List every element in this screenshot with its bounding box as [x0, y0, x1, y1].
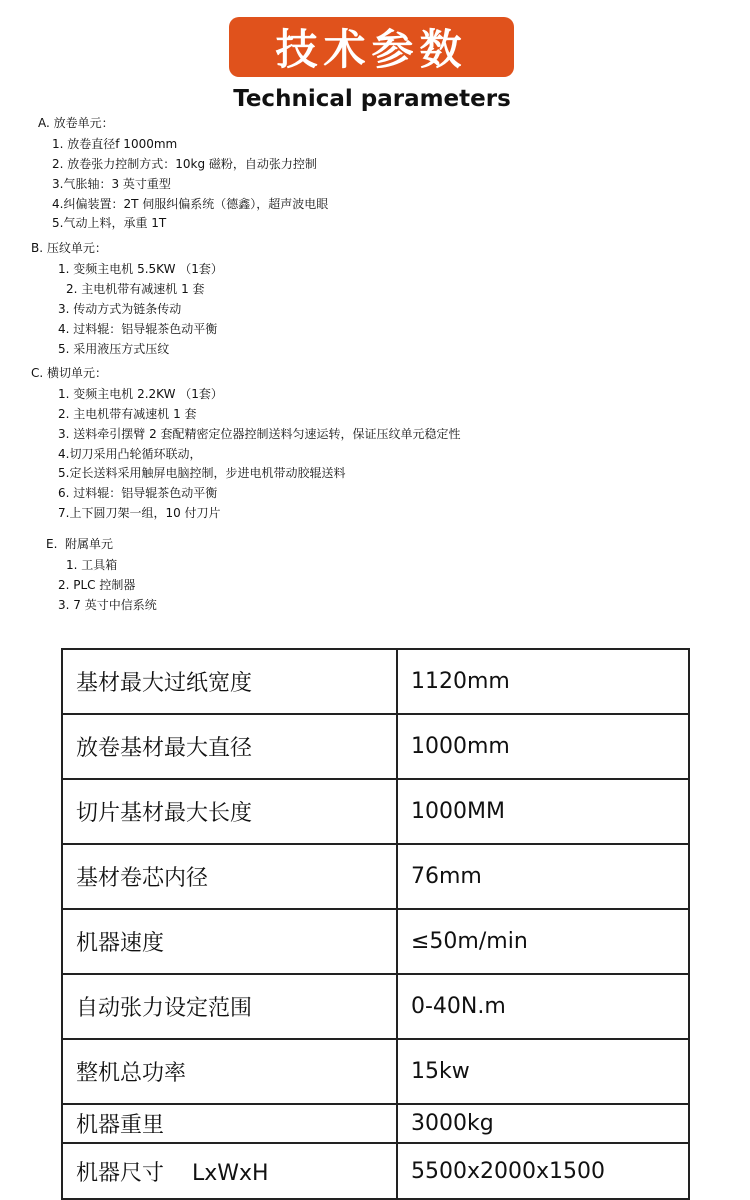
- section-c-item: 2. 主电机带有减速机 1 套: [58, 407, 197, 421]
- section-e-heading: E. 附属单元: [46, 537, 114, 551]
- section-c-item: 3. 送料牵引摆臂 2 套配精密定位器控制送料匀速运转，保证压纹单元稳定性: [58, 427, 461, 441]
- table-row: [62, 909, 689, 974]
- param-value: 3000kg: [397, 1104, 689, 1143]
- param-label: 整机总功率: [62, 1039, 397, 1104]
- param-value: 1000MM: [397, 779, 689, 844]
- param-label: 基材卷芯内径: [62, 844, 397, 909]
- param-value: 0-40N.m: [397, 974, 689, 1039]
- param-label: 机器速度: [62, 909, 397, 974]
- section-c-item: 1. 变频主电机 2.2KW （1套）: [58, 387, 223, 401]
- section-b-item: 4. 过料辊：铝导辊茶色动平衡: [58, 322, 218, 336]
- param-label: 基材最大过纸宽度: [62, 649, 397, 714]
- param-label: 自动张力设定范围: [62, 974, 397, 1039]
- table-row: [62, 1039, 689, 1104]
- section-c-item: 6. 过料辊：铝导辊茶色动平衡: [58, 486, 218, 500]
- page-title-en: Technical parameters: [233, 86, 511, 112]
- table-row: [62, 779, 689, 844]
- param-label: 机器重里: [62, 1104, 397, 1143]
- section-a-item: 4.纠偏装置：2T 伺服纠偏系统（德鑫），超声波电眼: [52, 197, 329, 211]
- section-e-item: 1. 工具箱: [66, 558, 118, 572]
- section-c-heading: C. 横切单元：: [31, 366, 108, 380]
- section-b-item: 3. 传动方式为链条传动: [58, 302, 182, 316]
- title-banner: [229, 17, 514, 77]
- table-row: [62, 1104, 689, 1143]
- section-c-item: 7.上下圆刀架一组，10 付刀片: [58, 506, 221, 520]
- section-a-item: 3.气胀轴：3 英寸重型: [52, 177, 171, 191]
- param-label: 机器尺寸 LxWxH: [62, 1143, 397, 1199]
- section-c-item: 4.切刀采用凸轮循环联动，: [58, 447, 202, 461]
- page-title-cn: 技术参数: [275, 25, 468, 74]
- table-row: [62, 844, 689, 909]
- table-row: [62, 1143, 689, 1199]
- param-label: 切片基材最大长度: [62, 779, 397, 844]
- param-label: 放卷基材最大直径: [62, 714, 397, 779]
- section-b-item: 5. 采用液压方式压纹: [58, 342, 170, 356]
- section-b-item: 2. 主电机带有减速机 1 套: [66, 282, 205, 296]
- section-a-item: 5.气动上料，承重 1T: [52, 216, 167, 230]
- section-e-item: 3. 7 英寸中信系统: [58, 598, 157, 612]
- section-b-heading: B. 压纹单元：: [31, 241, 107, 255]
- table-row: [62, 714, 689, 779]
- section-c-item: 5.定长送料采用触屏电脑控制，步进电机带动胶辊送料: [58, 466, 346, 480]
- section-a-item: 1. 放卷直径f 1000mm: [52, 137, 178, 151]
- param-value: 5500x2000x1500: [397, 1143, 689, 1199]
- section-a-item: 2. 放卷张力控制方式：10kg 磁粉，自动张力控制: [52, 157, 317, 171]
- param-value: 15kw: [397, 1039, 689, 1104]
- param-value: ≤50m/min: [397, 909, 689, 974]
- param-value: 1120mm: [397, 649, 689, 714]
- section-b-item: 1. 变频主电机 5.5KW （1套）: [58, 262, 223, 276]
- section-e-item: 2. PLC 控制器: [58, 578, 136, 592]
- table-row: [62, 649, 689, 714]
- param-value: 1000mm: [397, 714, 689, 779]
- table-row: [62, 974, 689, 1039]
- parameter-table: [61, 648, 690, 1200]
- param-value: 76mm: [397, 844, 689, 909]
- section-a-heading: A. 放卷单元：: [38, 116, 114, 130]
